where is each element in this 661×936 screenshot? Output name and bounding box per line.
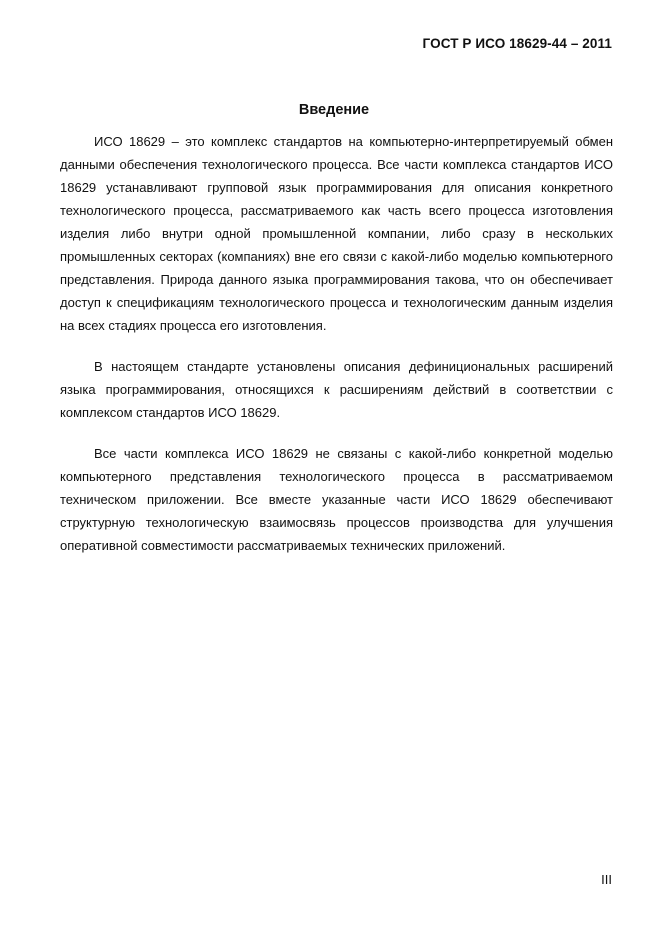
paragraph-1: ИСО 18629 – это комплекс стандартов на компьютерно-интерпретируемый обмен данными обеспечения технологического процесса. Все части комплекса стандартов ИСО 18629 устанавливают групповой язык программирования для описания конкретного технологического процесса, рассматриваемого как часть всего процесса изготовления изделия либо внутри одной промышленной компании, либо сразу в нескольких промышленных секторах (компаниях) вне его связи с какой-либо моделью компьютерного представления. Природа данного языка программирования такова, что он обеспечивает доступ к спецификациям технологического процесса и технологическим данным изделия на всех стадиях процесса его изготовления. bbox=[60, 134, 613, 333]
page-number: III bbox=[601, 872, 612, 887]
paragraph-3: Все части комплекса ИСО 18629 не связаны с какой-либо конкретной моделью компьютерного представления технологического процесса в рассматриваемом техническом приложении. Все вместе указанные части ИСО 18629 обеспечивают структурную технологическую взаимосвязь процессов производства для улучшения оперативной совместимости рассматриваемых технических приложений. bbox=[60, 446, 613, 553]
paragraph-2: В настоящем стандарте установлены описания дефинициональных расширений языка программирования, относящихся к расширениям действий в соответствии с комплексом стандартов ИСО 18629. bbox=[60, 359, 613, 420]
standard-header: ГОСТ Р ИСО 18629-44 – 2011 bbox=[422, 36, 612, 51]
section-title: Введение bbox=[298, 102, 370, 118]
body-text bbox=[60, 130, 613, 575]
